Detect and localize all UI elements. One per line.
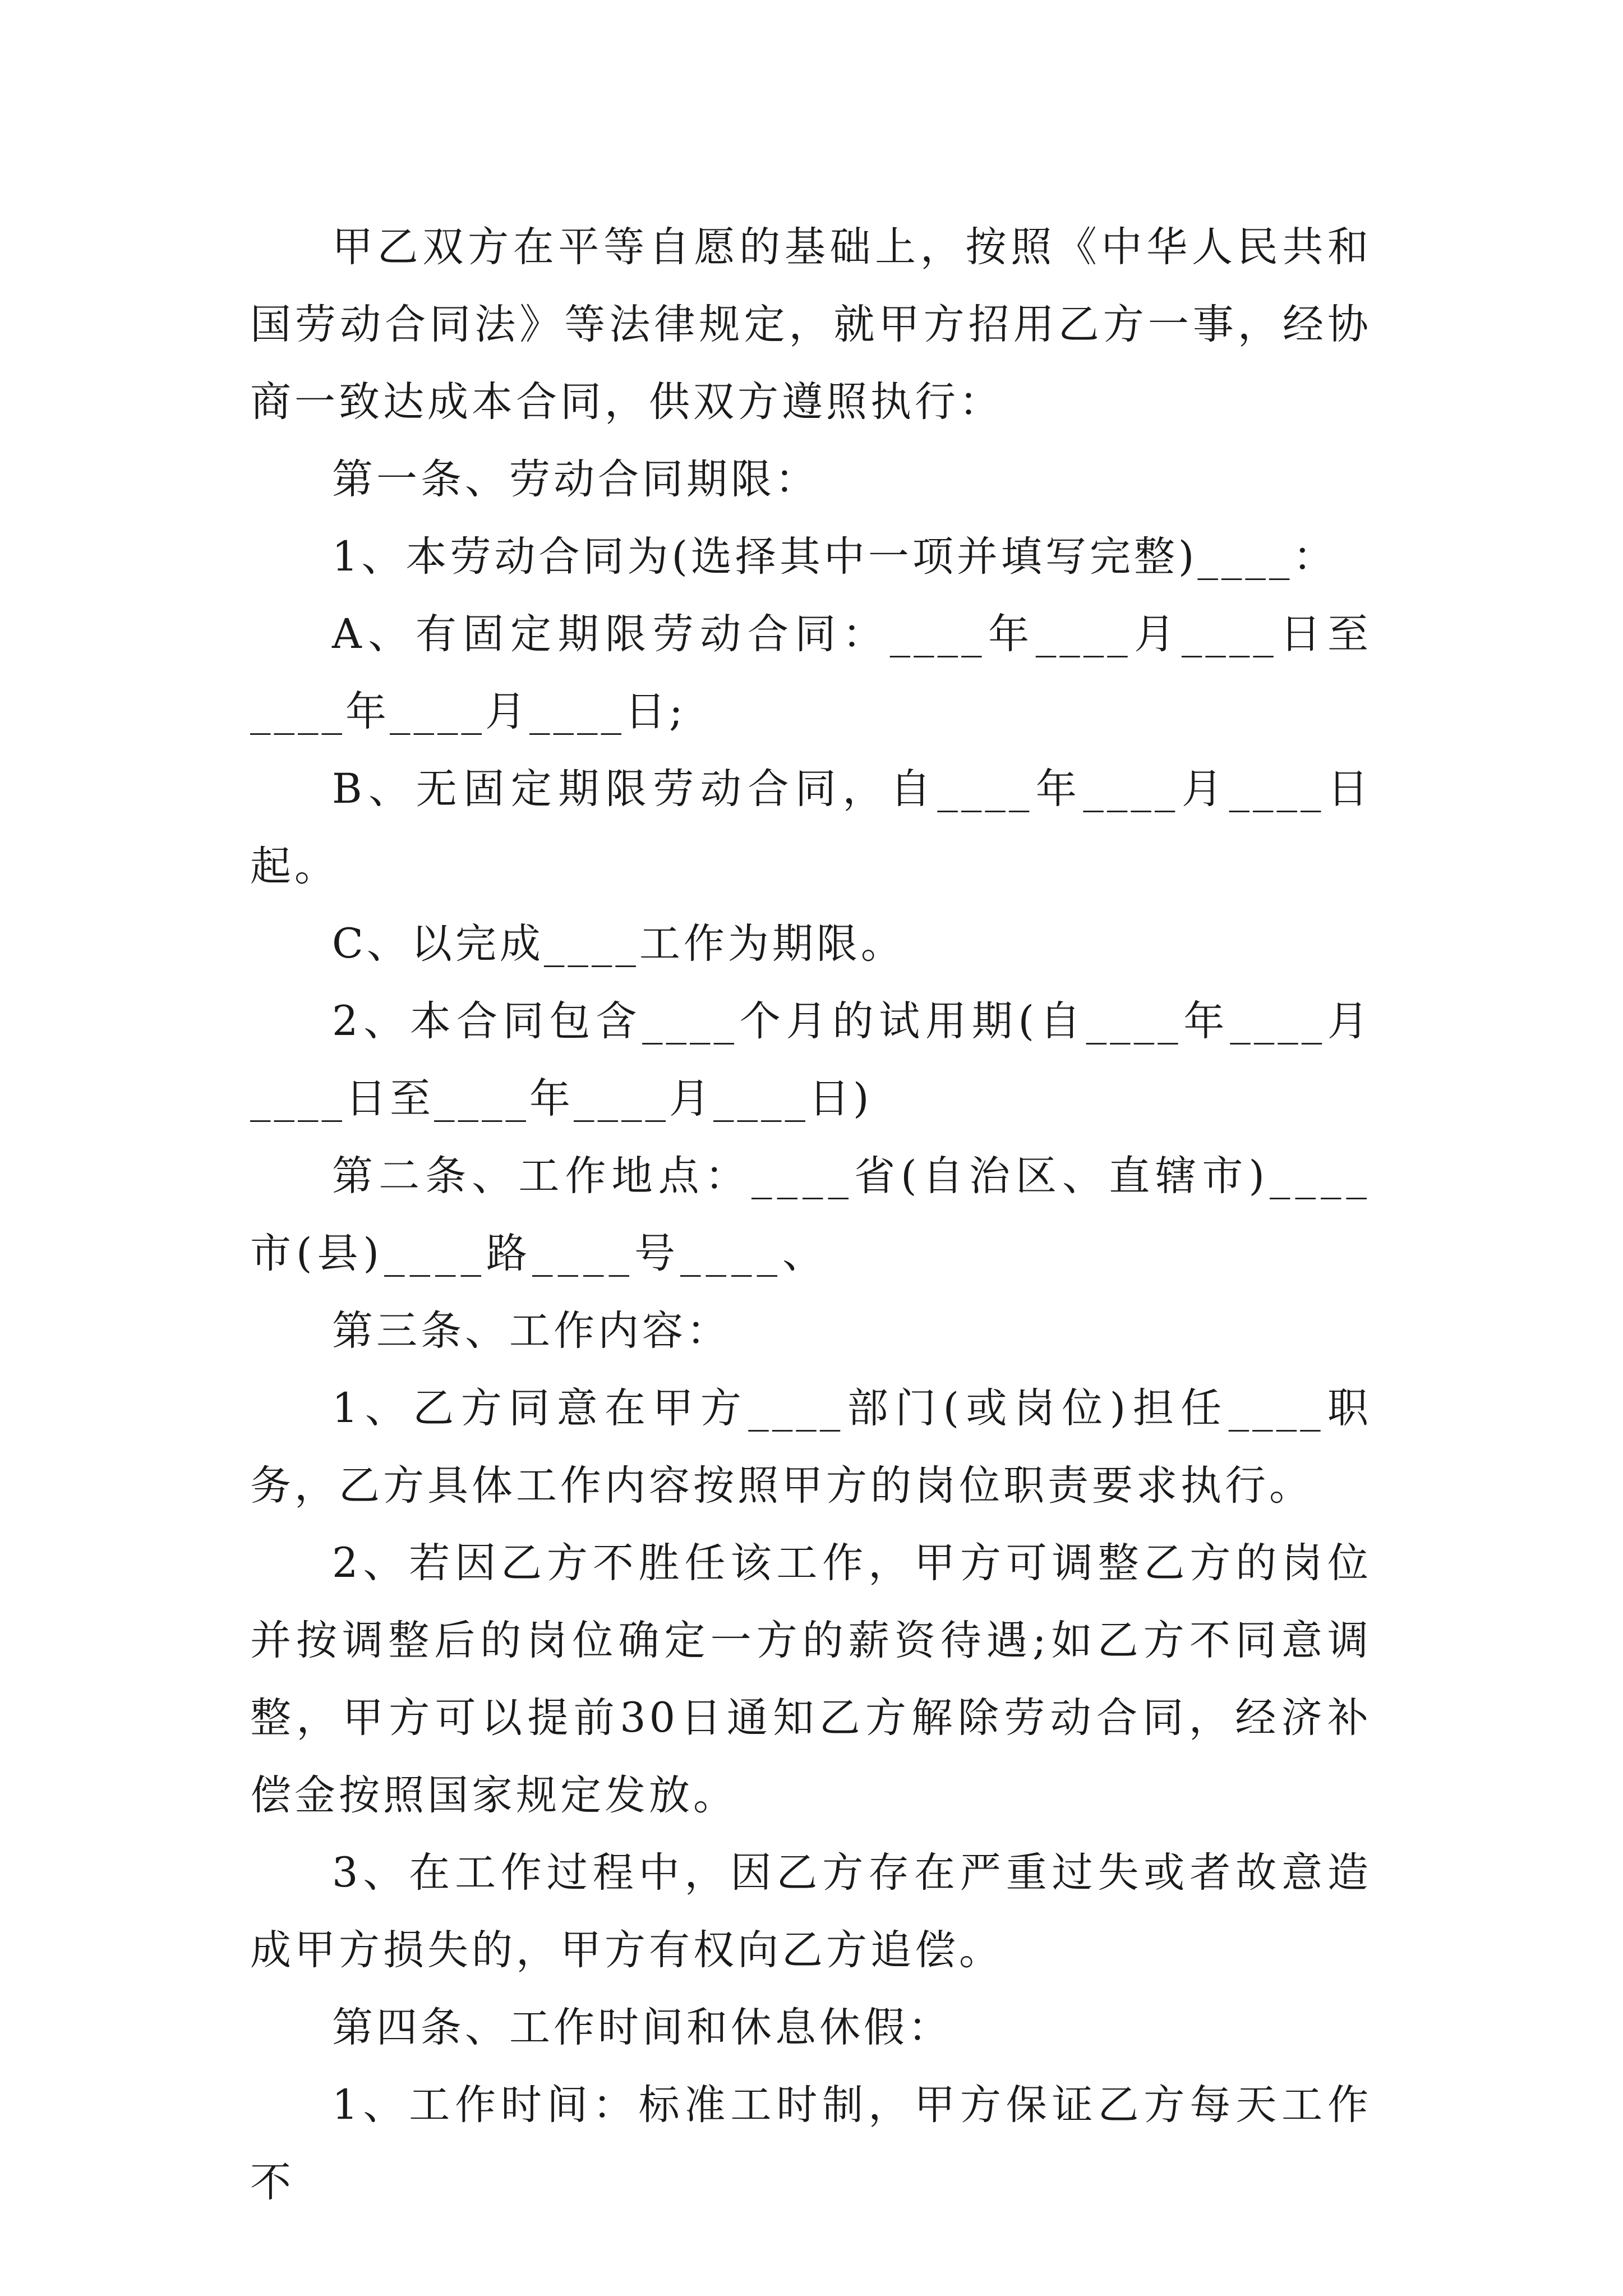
article-3-item-1: 1、乙方同意在甲方____部门(或岗位)担任____职务，乙方具体工作内容按照甲方的岗位职责要求执行。	[250, 1384, 1372, 1510]
article-2-heading: 第二条、工作地点：____省(自治区、直辖市)____市(县)____路____号____、	[250, 1152, 1372, 1277]
article-1-heading: 第一条、劳动合同期限：	[332, 455, 819, 503]
article-4-item-1: 1、工作时间：标准工时制，甲方保证乙方每天工作不	[250, 2081, 1372, 2206]
article-4-heading: 第四条、工作时间和休息休假：	[332, 2004, 952, 2051]
article-3-item-2: 2、若因乙方不胜任该工作，甲方可调整乙方的岗位并按调整后的岗位确定一方的薪资待遇;如乙方不同意调整，甲方可以提前30日通知乙方解除劳动合同，经济补偿金按照国家规定发放。	[250, 1539, 1372, 1819]
article-3-item-3: 3、在工作过程中，因乙方存在严重过失或者故意造成甲方损失的，甲方有权向乙方追偿。	[250, 1849, 1372, 1974]
document-body	[250, 209, 1372, 2221]
article-1-option-a: A、有固定期限劳动合同：____年____月____日至____年____月____日;	[250, 610, 1372, 735]
article-1-option-b: B、无固定期限劳动合同，自____年____月____日起。	[250, 765, 1372, 890]
article-1-option-c: C、以完成____工作为期限。	[332, 920, 905, 968]
paragraph-intro: 甲乙双方在平等自愿的基础上，按照《中华人民共和国劳动合同法》等法律规定，就甲方招用乙方一事，经协商一致达成本合同，供双方遵照执行：	[250, 223, 1372, 426]
article-1-item-1: 1、本劳动合同为(选择其中一项并填写完整)____：	[332, 533, 1338, 581]
article-1-item-2: 2、本合同包含____个月的试用期(自____年____月____日至____年____月____日)	[250, 997, 1372, 1122]
article-3-heading: 第三条、工作内容：	[332, 1307, 731, 1355]
